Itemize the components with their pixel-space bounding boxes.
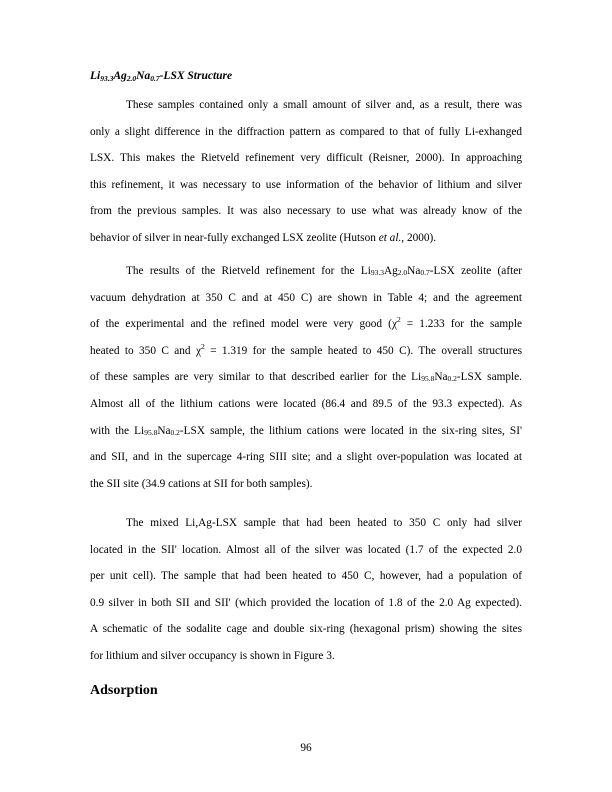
text-line: of these samples are very similar to that described earlier for the $Li_{95.8}Na_{0.2}$-LSX sample. — [90, 371, 522, 384]
text-line: vacuum dehydration at 350 C and at 450 C) are shown in Table 4; and the agreement — [90, 291, 522, 304]
section-heading: Adsorption — [90, 683, 158, 698]
text-line: The mixed Li,Ag-LSX sample that had been heated to 350 C only had silver — [126, 517, 522, 529]
subsection-heading: $Li_{93.3}Ag_{2.0}Na_{0.7}$-LSX Structure — [90, 70, 233, 83]
text-line: LSX. This makes the Rietveld refinement very difficult (Reisner, 2000). In approaching — [90, 152, 522, 165]
paragraph-2 — [90, 258, 522, 497]
text-line: Almost all of the lithium cations were located (86.4 and 89.5 of the 93.3 expected). As — [90, 397, 522, 410]
text-line: this refinement, it was necessary to use information of the behavior of lithium and silver — [90, 178, 522, 191]
paragraph-1 — [90, 92, 522, 252]
text-line: These samples contained only a small amount of silver and, as a result, there was — [126, 99, 522, 111]
text-line: per unit cell). The sample that had been heated to 450 C, however, had a population of — [90, 570, 522, 583]
text-line: The results of the Rietveld refinement for the $Li_{93.3}Ag_{2.0}Na_{0.7}$-LSX zeolite (after — [126, 265, 522, 277]
text-line: and SII, and in the supercage 4-ring SIII site; and a slight over-population was located at — [90, 451, 522, 464]
paragraph-3 — [90, 510, 522, 670]
text-line: only a slight difference in the diffraction pattern as compared to that of fully Li-exhanged — [90, 125, 522, 138]
text-line: of the experimental and the refined model were very good ($\chi^2 = 1.233$ for the sample — [90, 315, 522, 331]
text-line: for lithium and silver occupancy is shown in Figure 3. — [90, 649, 335, 662]
text-line: located in the SII' location. Almost all of the silver was located (1.7 of the expected 2.0 — [90, 543, 522, 556]
page-number: 96 — [300, 742, 312, 754]
text-line: from the previous samples. It was also necessary to use what was already know of the — [90, 205, 522, 218]
text-line: A schematic of the sodalite cage and double six-ring (hexagonal prism) showing the sites — [90, 623, 522, 636]
text-line: the SII site (34.9 cations at SII for both samples). — [90, 477, 313, 490]
text-line: heated to 350 C and $\chi^2 = 1.319$ for the sample heated to 450 C). The overall structures — [90, 341, 522, 357]
text-line: behavior of silver in near-fully exchanged LSX zeolite (Hutson et al., 2000). — [90, 231, 437, 244]
text-line: with the $Li_{95.8}Na_{0.2}$-LSX sample, the lithium cations were located in the six-ring sites, SI' — [90, 424, 522, 437]
text-line: 0.9 silver in both SII and SII' (which provided the location of 1.8 of the 2.0 Ag expected). — [90, 596, 522, 609]
